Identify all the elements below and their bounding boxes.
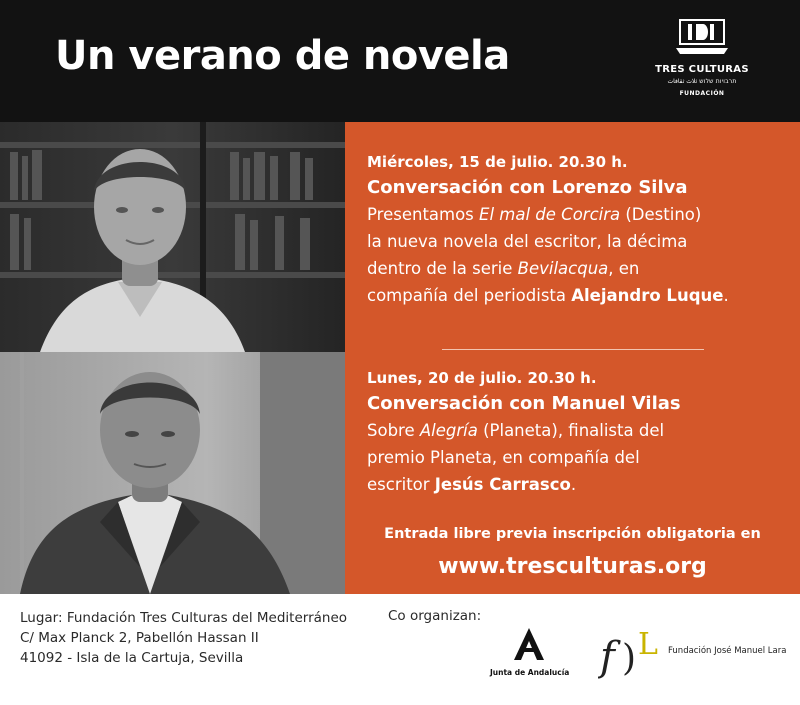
coorganizers-label: Co organizan:: [388, 608, 482, 624]
event-lorenzo-silva: [367, 152, 729, 309]
guest-name: Jesús Carrasco: [434, 475, 571, 494]
header-bar: [0, 0, 800, 122]
event-description: [367, 201, 729, 309]
description-line: Sobre Alegría (Planeta), finalista del: [367, 421, 665, 440]
svg-text:): ): [622, 638, 637, 679]
junta-andalucia-logo: [490, 626, 568, 677]
page-title: Un verano de novela: [55, 33, 510, 79]
entry-info: Entrada libre previa inscripción obligatoria en: [384, 526, 761, 542]
book-title: Alegría: [419, 421, 478, 440]
fjml-name: Fundación José Manuel Lara: [668, 646, 787, 656]
logo-subtitle: FUNDACIÓN: [679, 90, 725, 97]
book-title: El mal de Corcira: [479, 205, 621, 224]
junta-name: Junta de Andalucía: [490, 668, 570, 677]
divider: [442, 349, 704, 350]
event-date: Lunes, 20 de julio. 20.30 h.: [367, 369, 597, 387]
event-description: [367, 417, 681, 498]
junta-andalucia-logo-icon: [512, 626, 546, 662]
events-panel: [345, 122, 800, 594]
description-line: premio Planeta, en compañía del: [367, 448, 640, 467]
venue-line: Lugar: Fundación Tres Culturas del Mediterráneo: [20, 610, 348, 626]
series-title: Bevilacqua: [517, 259, 609, 278]
event-manuel-vilas: [367, 368, 681, 498]
description-line: dentro de la serie Bevilacqua, en: [367, 259, 640, 278]
description-line: Presentamos El mal de Corcira (Destino): [367, 205, 702, 224]
description-line: escritor Jesús Carrasco.: [367, 475, 577, 494]
svg-text:f: f: [600, 634, 615, 680]
svg-text:L: L: [638, 627, 658, 662]
portrait-lorenzo-silva: [0, 122, 345, 352]
venue-line: 41092 - Isla de la Cartuja, Sevilla: [20, 650, 244, 666]
logo-name: TRES CULTURAS: [655, 64, 749, 75]
venue-address: [20, 608, 347, 668]
fjml-logo-icon: [598, 624, 666, 684]
portrait-manuel-vilas: [0, 352, 345, 594]
fjml-logo: [598, 624, 798, 684]
tres-culturas-logo: [632, 18, 772, 118]
event-title: Conversación con Manuel Vilas: [367, 393, 681, 414]
event-date: Miércoles, 15 de julio. 20.30 h.: [367, 153, 628, 171]
description-line: la nueva novela del escritor, la décima: [367, 232, 688, 251]
event-title: Conversación con Lorenzo Silva: [367, 177, 688, 198]
description-line: compañía del periodista Alejandro Luque.: [367, 286, 729, 305]
logo-scripts: תרבויות שלוש ثلاث ثقافات: [667, 78, 737, 85]
footer: [0, 594, 800, 705]
tres-culturas-logo-icon: [674, 18, 730, 60]
website-url[interactable]: www.tresculturas.org: [438, 554, 707, 579]
venue-line: C/ Max Planck 2, Pabellón Hassan II: [20, 630, 259, 646]
guest-name: Alejandro Luque: [571, 286, 724, 305]
